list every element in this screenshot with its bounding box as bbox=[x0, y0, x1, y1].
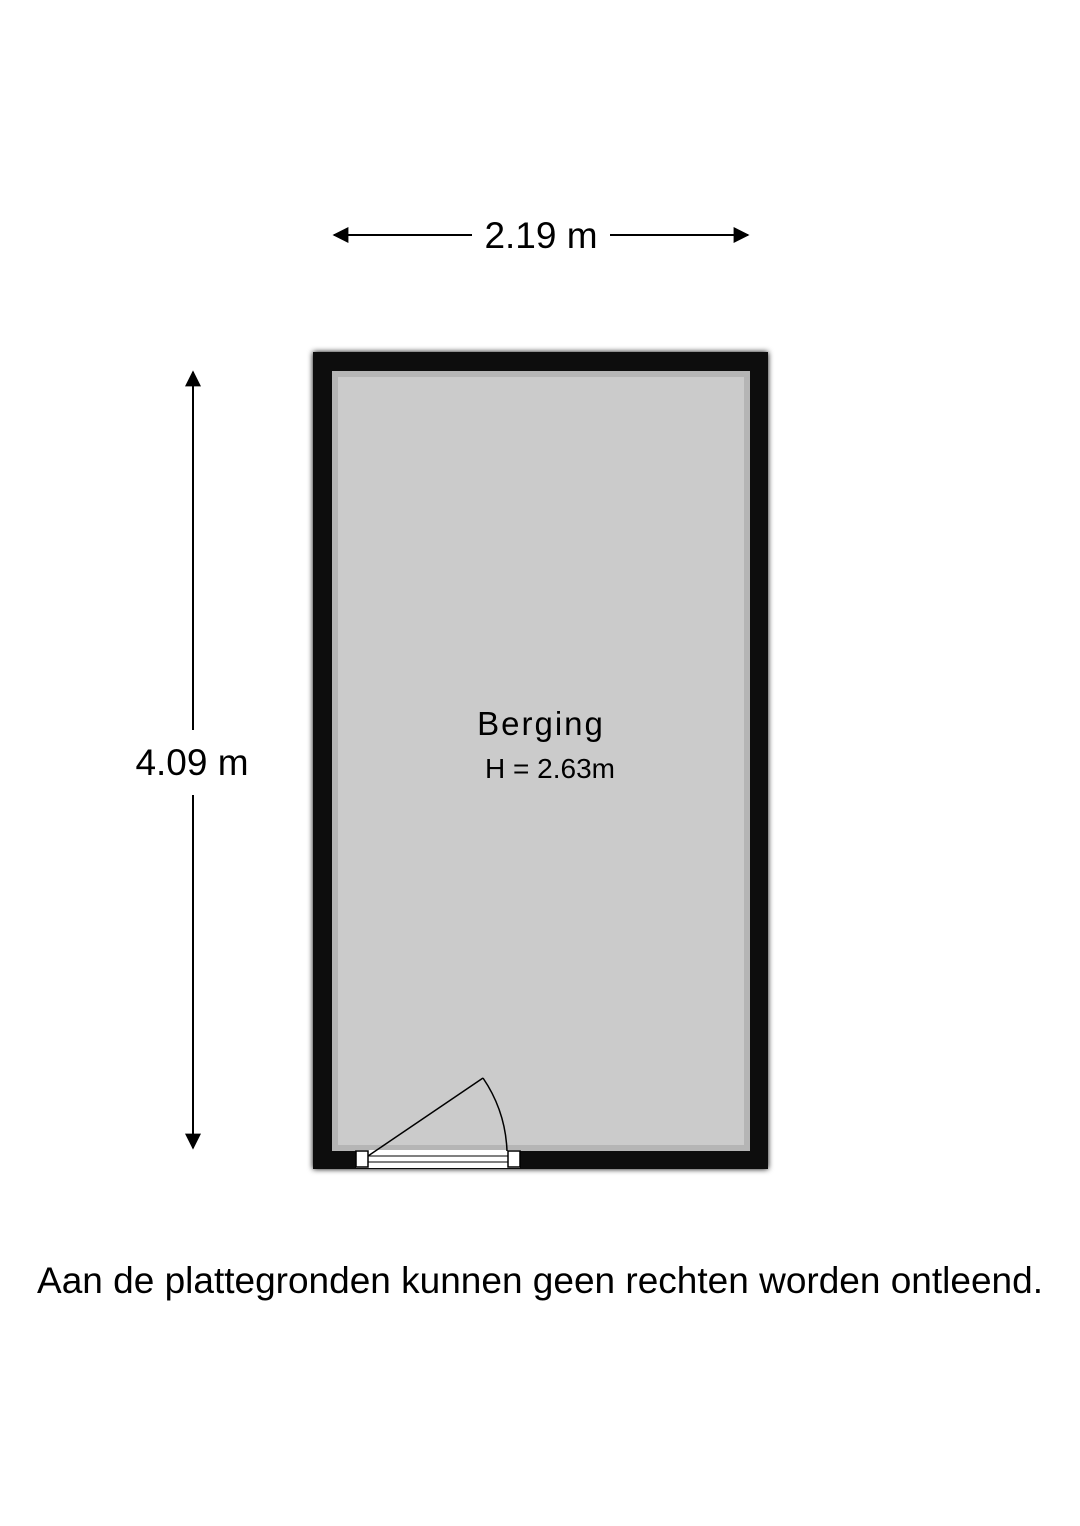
door-jamb-left bbox=[356, 1151, 368, 1167]
room-berging bbox=[313, 352, 768, 1169]
room-name: Berging bbox=[477, 705, 605, 742]
width-dimension bbox=[334, 215, 748, 256]
length-dimension bbox=[135, 372, 248, 1148]
length-dimension-label: 4.09 m bbox=[135, 742, 249, 783]
room-height: H = 2.63m bbox=[485, 753, 615, 784]
disclaimer-text: Aan de plattegronden kunnen geen rechten worden ontleend. bbox=[37, 1260, 1043, 1301]
door-jamb-right bbox=[508, 1151, 520, 1167]
door-opening bbox=[356, 1150, 520, 1168]
width-dimension-label: 2.19 m bbox=[484, 215, 598, 256]
